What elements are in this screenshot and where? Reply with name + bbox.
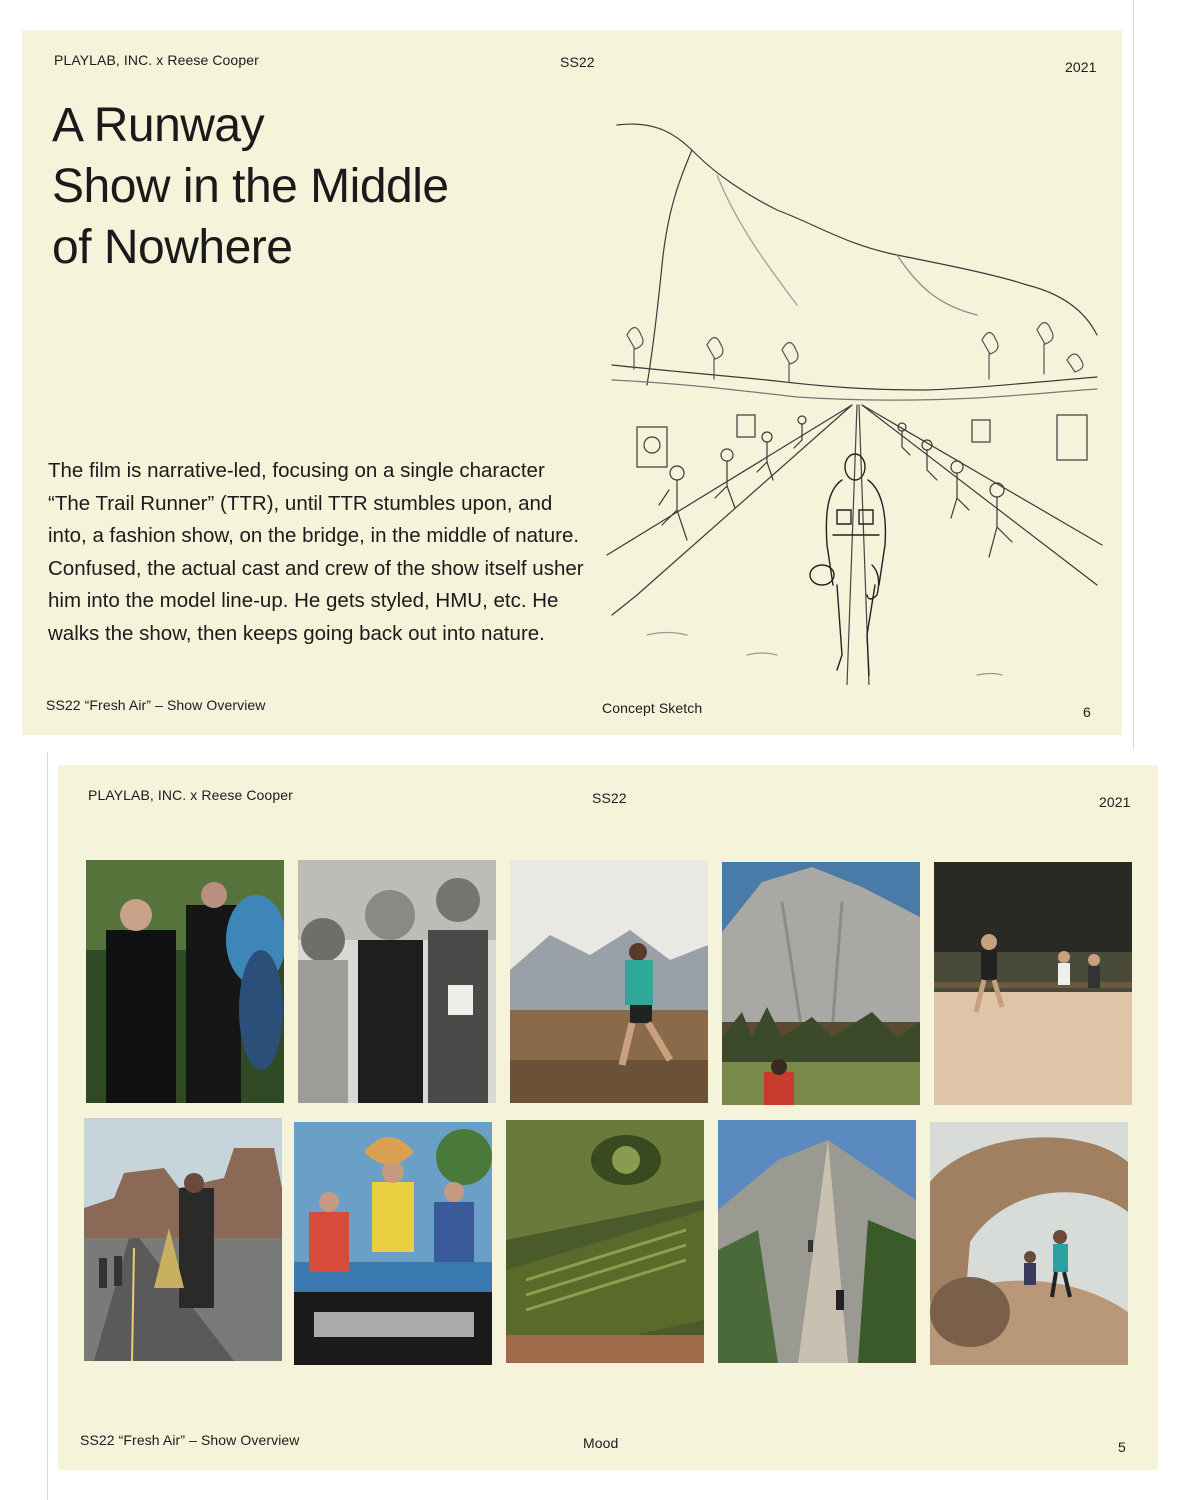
- header-center: SS22: [592, 790, 627, 806]
- title-line-2: Show in the Middle: [52, 160, 449, 213]
- desert-road-walkers-photo: [84, 1118, 282, 1361]
- concept-sketch-drawing: [597, 115, 1107, 685]
- scan-edge: [1133, 0, 1134, 750]
- runners-on-track-photo: [934, 862, 1132, 1105]
- header-right: 2021: [1065, 59, 1097, 75]
- el-capitan-cliff-photo: [722, 862, 920, 1105]
- footer-center: Concept Sketch: [602, 700, 703, 716]
- page-number: 5: [1118, 1439, 1126, 1455]
- rock-arch-hikers-photo: [930, 1122, 1128, 1365]
- woman-hiking-mountains-photo: [510, 860, 708, 1103]
- marathon-runners-photo: [298, 860, 496, 1103]
- footer-center: Mood: [583, 1435, 619, 1451]
- mood-board-grid: [84, 860, 1134, 1425]
- scan-edge: [47, 752, 48, 1500]
- page-number: 6: [1083, 704, 1091, 720]
- header-left: PLAYLAB, INC. x Reese Cooper: [88, 787, 293, 803]
- slide-concept-sketch: [22, 30, 1122, 735]
- cycling-podium-photo: [294, 1122, 492, 1365]
- title-line-1: A Runway: [52, 99, 265, 152]
- mountain-ridge-hikers-photo: [718, 1120, 916, 1363]
- body-paragraph: The film is narrative-led, focusing on a single character “The Trail Runner” (TTR), until TTR stumbles upon, and into, a fashion show, on the bridge, in the middle of nature. Confused, the actual cast and crew of the show itself usher him into the model line-up. He gets styled, HMU, etc. He walks the show, then keeps going back out into nature.: [48, 459, 584, 645]
- footer-left: SS22 “Fresh Air” – Show Overview: [46, 697, 266, 713]
- header-center: SS22: [560, 54, 595, 70]
- footer-left: SS22 “Fresh Air” – Show Overview: [80, 1432, 300, 1448]
- lizard-closeup-photo: [506, 1120, 704, 1363]
- title-line-3: of Nowhere: [52, 221, 293, 274]
- header-left: PLAYLAB, INC. x Reese Cooper: [54, 52, 259, 68]
- slide-mood: [58, 765, 1158, 1470]
- priests-and-cyclist-photo: [86, 860, 284, 1103]
- header-right: 2021: [1099, 794, 1131, 810]
- slide-title: [52, 95, 572, 278]
